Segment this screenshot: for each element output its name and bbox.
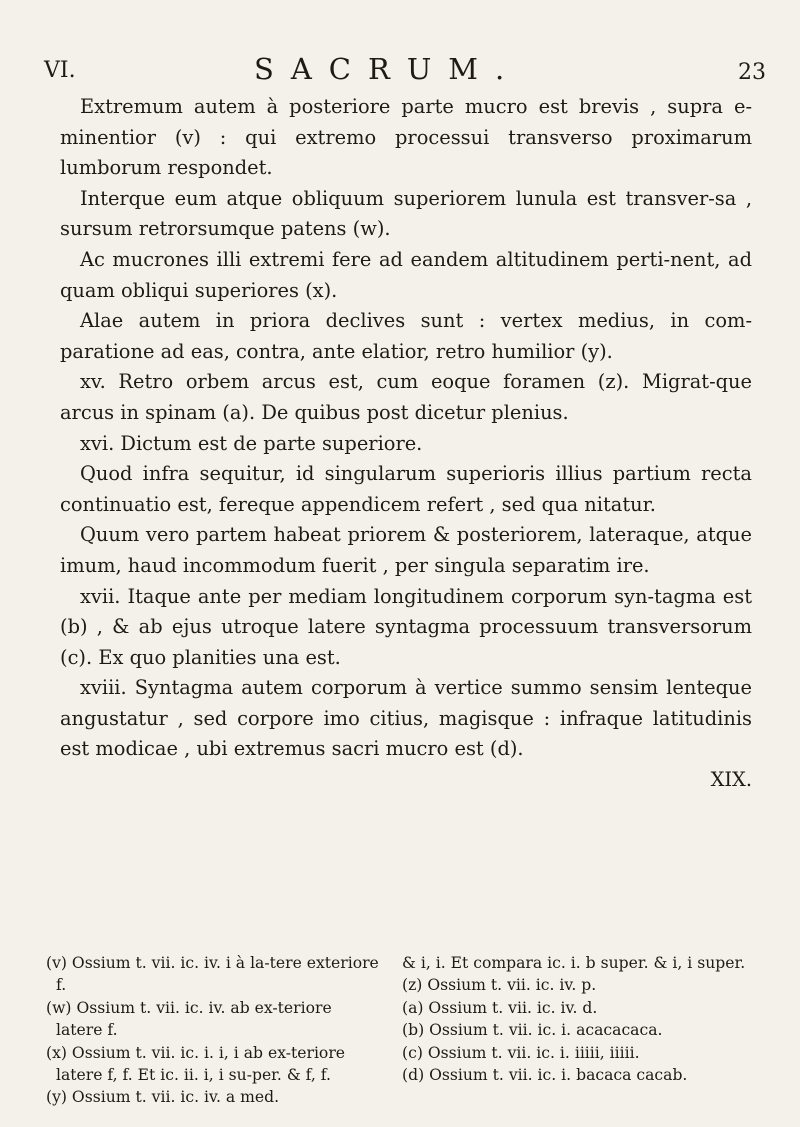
footnote: (w) Ossium t. vii. ic. iv. ab ex-teriore latere f.: [46, 998, 332, 1040]
footnote: (a) Ossium t. vii. ic. iv. d.: [402, 998, 598, 1017]
paragraph: xviii. Syntagma autem corporum à vertice summo sensim lenteque angustatur , sed corpore imo citius, magisque : infraque latitudinis est modicae , ubi extremus sacri mucro est (d).: [60, 676, 752, 761]
footnote: (v) Ossium t. vii. ic. iv. i à la-tere exteriore f.: [46, 954, 379, 995]
running-title: SACRUM.: [254, 52, 522, 86]
catchword: XIX.: [710, 768, 752, 792]
paragraph: xvi. Dictum est de parte superiore.: [80, 431, 423, 455]
paragraph: Ac mucrones illi extremi fere ad eandem altitudinem perti-nent, ad quam obliqui superiores (x).: [60, 247, 752, 302]
paragraph: Extremum autem à posteriore parte mucro est brevis , supra e-minentior (v) : qui extremo processui transverso proximarum lumborum respondet.: [60, 95, 752, 180]
paragraph: xvii. Itaque ante per mediam longitudinem corporum syn-tagma est (b) , & ab ejus utroque latere syntagma processuum transversorum (c). Ex quo planities una est.: [60, 584, 752, 669]
paragraph: xv. Retro orbem arcus est, cum eoque foramen (z). Migrat-que arcus in spinam (a). De quibus post dicetur plenius.: [60, 370, 752, 424]
page-number: 23: [738, 60, 766, 85]
page-header: [44, 52, 766, 92]
footnote: (c) Ossium t. vii. ic. i. iiiii, iiiii.: [402, 1043, 640, 1062]
footnotes-right: [402, 952, 762, 1086]
paragraph: Quod infra sequitur, id singularum superioris illius partium recta continuatio est, fereque appendicem refert , sed qua nitatur.: [60, 462, 752, 516]
paragraph: Interque eum atque obliquum superiorem lunula est transver-sa , sursum retrorsumque patens (w).: [60, 186, 752, 241]
footnote: (y) Ossium t. vii. ic. iv. a med.: [46, 1088, 280, 1107]
footnote: (x) Ossium t. vii. ic. i. i, i ab ex-teriore latere f, f. Et ic. ii. i, i su-per. & f, f.: [46, 1043, 345, 1085]
section-number: VI.: [44, 58, 76, 83]
footnote: (z) Ossium t. vii. ic. iv. p.: [402, 976, 597, 995]
main-text: [60, 92, 752, 796]
footnote: & i, i. Et compara ic. i. b super. & i, i super.: [402, 954, 746, 972]
footnote: (d) Ossium t. vii. ic. i. bacaca cacab.: [402, 1066, 688, 1085]
paragraph: Quum vero partem habeat priorem & posteriorem, lateraque, atque imum, haud incommodum fuerit , per singula separatim ire.: [60, 523, 752, 577]
footnotes-left: [46, 952, 382, 1109]
paragraph: Alae autem in priora declives sunt : vertex medius, in com-paratione ad eas, contra, ante elatior, retro humilior (y).: [60, 309, 752, 363]
footnote: (b) Ossium t. vii. ic. i. acacacaca.: [402, 1021, 663, 1040]
